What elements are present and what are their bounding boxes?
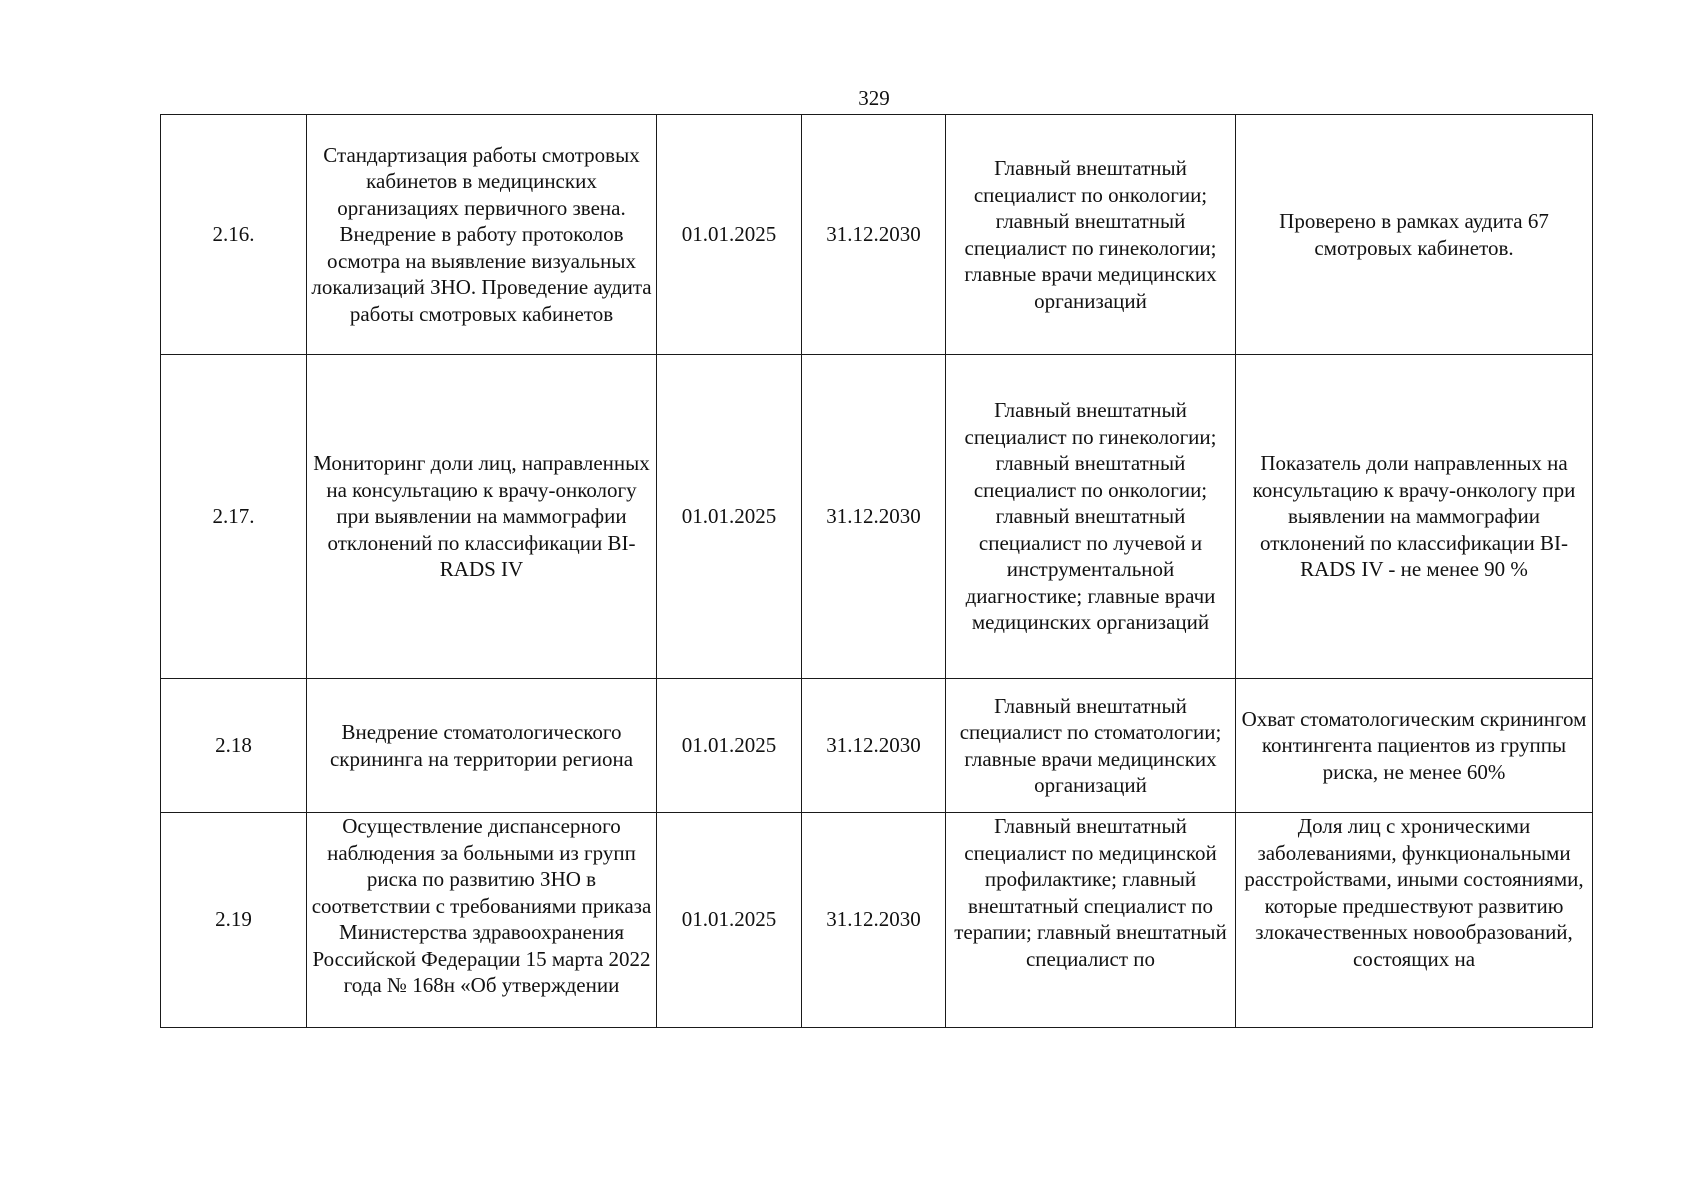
row-number-cell: 2.16. — [161, 115, 307, 355]
row-number-cell: 2.17. — [161, 355, 307, 679]
measures-table — [160, 114, 1593, 1028]
page-number: 329 — [858, 86, 890, 110]
row-number-cell: 2.18 — [161, 679, 307, 813]
task-cell: Осуществление диспансерного наблюдения за больными из групп риска по развитию ЗНО в соответствии с требованиями приказа Министерства здравоохранения Российской Федерации 15 марта 2022 года № 168н «Об утверждении — [307, 813, 657, 1028]
responsible-cell: Главный внештатный специалист по гинекологии; главный внештатный специалист по онкологии; главный внештатный специалист по лучевой и инструментальной диагностике; главные врачи медицинских организаций — [946, 355, 1236, 679]
table-row — [161, 355, 1593, 679]
end-date-cell: 31.12.2030 — [802, 813, 946, 1028]
end-date-cell: 31.12.2030 — [802, 679, 946, 813]
start-date-cell: 01.01.2025 — [657, 679, 802, 813]
responsible-cell: Главный внештатный специалист по онкологии; главный внештатный специалист по гинекологии; главные врачи медицинских организаций — [946, 115, 1236, 355]
end-date-cell: 31.12.2030 — [802, 355, 946, 679]
start-date-cell: 01.01.2025 — [657, 813, 802, 1028]
start-date-cell: 01.01.2025 — [657, 115, 802, 355]
start-date-cell: 01.01.2025 — [657, 355, 802, 679]
row-number-cell: 2.19 — [161, 813, 307, 1028]
table-row — [161, 115, 1593, 355]
result-cell: Доля лиц с хроническими заболеваниями, функциональными расстройствами, иными состояниями, которые предшествуют развитию злокачественных новообразований, состоящих на — [1236, 813, 1593, 1028]
responsible-cell: Главный внештатный специалист по стоматологии; главные врачи медицинских организаций — [946, 679, 1236, 813]
table-row — [161, 813, 1593, 1028]
result-cell: Проверено в рамках аудита 67 смотровых кабинетов. — [1236, 115, 1593, 355]
task-cell: Внедрение стоматологического скрининга на территории региона — [307, 679, 657, 813]
end-date-cell: 31.12.2030 — [802, 115, 946, 355]
table-row — [161, 679, 1593, 813]
task-cell: Мониторинг доли лиц, направленных на консультацию к врачу-онкологу при выявлении на маммографии отклонений по классификации BI-RADS IV — [307, 355, 657, 679]
result-cell: Показатель доли направленных на консультацию к врачу-онкологу при выявлении на маммографии отклонений по классификации BI-RADS IV - не менее 90 % — [1236, 355, 1593, 679]
result-cell: Охват стоматологическим скринингом контингента пациентов из группы риска, не менее 60% — [1236, 679, 1593, 813]
task-cell: Стандартизация работы смотровых кабинетов в медицинских организациях первичного звена. Внедрение в работу протоколов осмотра на выявление визуальных локализаций ЗНО. Проведение аудита работы смотровых кабинетов — [307, 115, 657, 355]
responsible-cell: Главный внештатный специалист по медицинской профилактике; главный внештатный специалист по терапии; главный внештатный специалист по — [946, 813, 1236, 1028]
